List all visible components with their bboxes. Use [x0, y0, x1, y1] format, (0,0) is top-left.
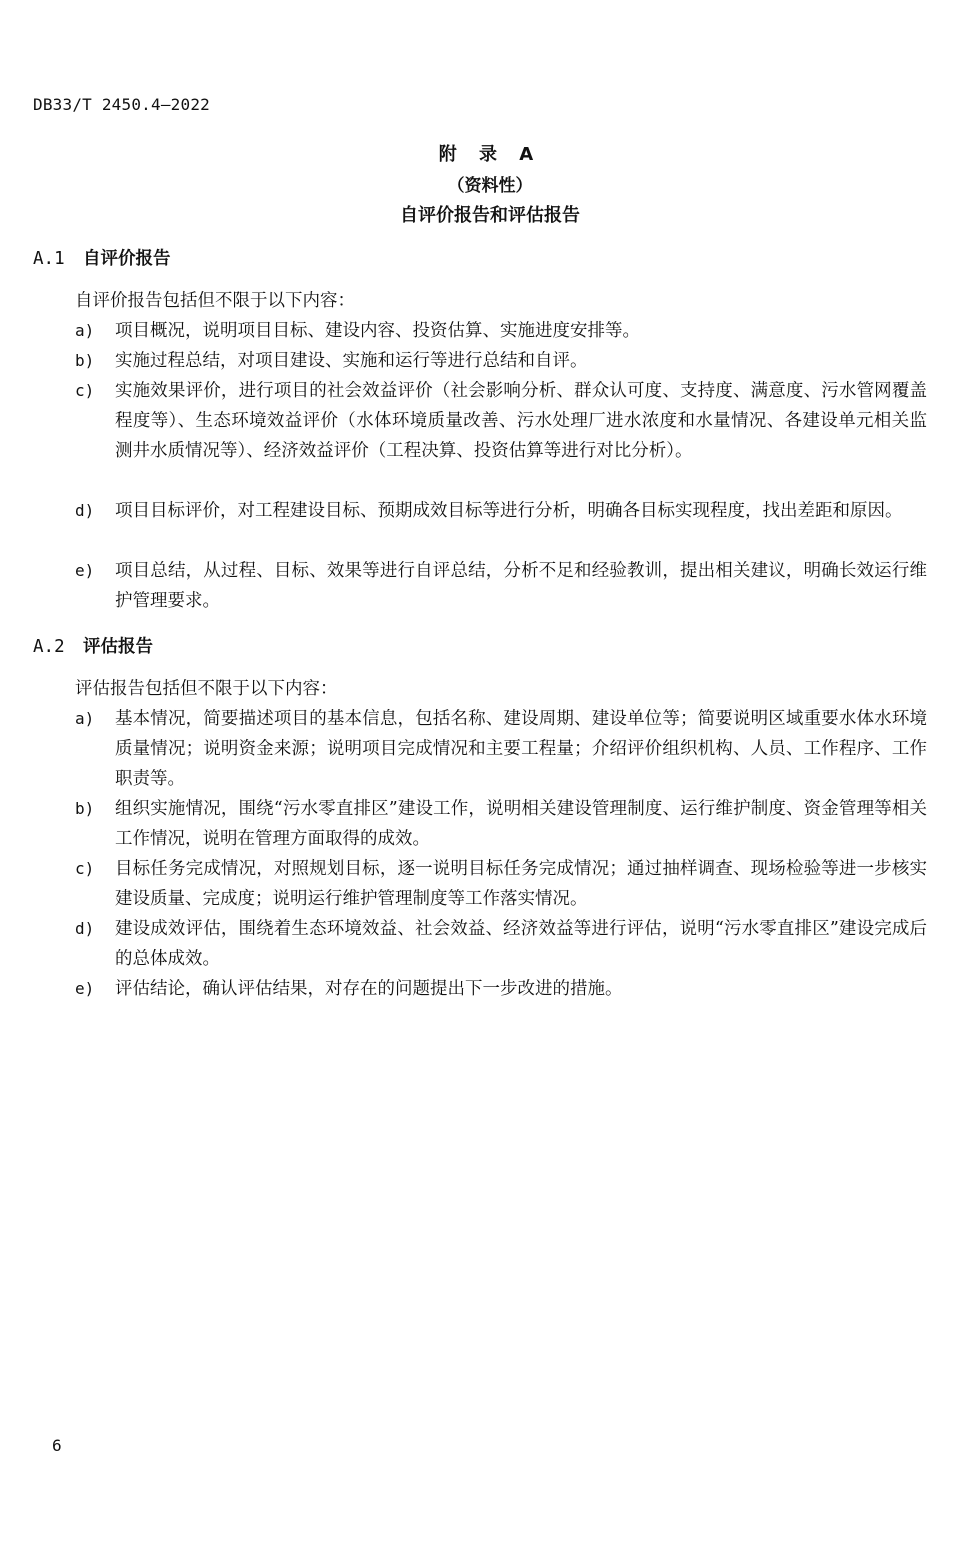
document-code: DB33/T 2450.4—2022 — [33, 95, 210, 114]
section-intro: 自评价报告包括但不限于以下内容： — [75, 291, 355, 311]
list-item-text: 评估结论，确认评估结果，对存在的问题提出下一步改进的措施。 — [115, 979, 623, 999]
list-item — [75, 794, 927, 854]
list-marker: e) — [75, 561, 95, 580]
appendix-subtitle: （资料性） — [447, 176, 533, 196]
list-marker: c) — [75, 859, 95, 878]
list-marker: b) — [75, 799, 95, 818]
list-item — [75, 496, 927, 526]
list-item — [75, 316, 927, 346]
list-item — [75, 974, 927, 1004]
list-item — [75, 556, 927, 616]
list-item-text: 项目目标评价，对工程建设目标、预期成效目标等进行分析，明确各目标实现程度，找出差距和原因。 — [115, 501, 903, 521]
list-marker: e) — [75, 979, 95, 998]
list-item — [75, 914, 927, 974]
list-item-text: 组织实施情况，围绕“污水零直排区”建设工作，说明相关建设管理制度、运行维护制度、资金管理等相关工作情况，说明在管理方面取得的成效。 — [115, 799, 927, 849]
list-marker: a) — [75, 321, 95, 340]
list-item — [75, 346, 927, 376]
list-marker: b) — [75, 351, 95, 370]
list-item-text: 目标任务完成情况，对照规划目标，逐一说明目标任务完成情况；通过抽样调查、现场检验等进一步核实建设质量、完成度；说明运行维护管理制度等工作落实情况。 — [115, 859, 927, 909]
list-marker: c) — [75, 381, 95, 400]
list-item-text: 基本情况，简要描述项目的基本信息，包括名称、建设周期、建设单位等；简要说明区域重要水体水环境质量情况；说明资金来源；说明项目完成情况和主要工程量；介绍评价组织机构、人员、工作程序、工作职责等。 — [115, 709, 927, 789]
section-intro: 评估报告包括但不限于以下内容： — [75, 679, 338, 699]
section-title: 自评价报告 — [83, 249, 171, 269]
section-heading-a1 — [33, 245, 171, 270]
list-item-text: 实施效果评价，进行项目的社会效益评价（社会影响分析、群众认可度、支持度、满意度、污水管网覆盖程度等）、生态环境效益评价（水体环境质量改善、污水处理厂进水浓度和水量情况、各建设单元相关监测井水质情况等）、经济效益评价（工程决算、投资估算等进行对比分析）。 — [115, 381, 927, 461]
appendix-name: 自评价报告和评估报告 — [400, 205, 580, 226]
section-number: A.2 — [33, 637, 65, 657]
list-item — [75, 854, 927, 914]
list-marker: a) — [75, 709, 95, 728]
list-item-text: 建设成效评估，围绕着生态环境效益、社会效益、经济效益等进行评估，说明“污水零直排区”建设完成后的总体成效。 — [115, 919, 927, 969]
list-item — [75, 376, 927, 466]
list-item — [75, 704, 927, 794]
page-number: 6 — [52, 1436, 62, 1455]
list-item-text: 项目概况，说明项目目标、建设内容、投资估算、实施进度安排等。 — [115, 321, 640, 341]
list-marker: d) — [75, 501, 95, 520]
section-title: 评估报告 — [83, 637, 153, 657]
appendix-title: 附 录 A — [438, 144, 542, 165]
section-number: A.1 — [33, 249, 65, 269]
section-heading-a2 — [33, 633, 153, 658]
list-item-text: 实施过程总结，对项目建设、实施和运行等进行总结和自评。 — [115, 351, 588, 371]
list-item-text: 项目总结，从过程、目标、效果等进行自评总结，分析不足和经验教训，提出相关建议，明确长效运行维护管理要求。 — [115, 561, 927, 611]
list-marker: d) — [75, 919, 95, 938]
